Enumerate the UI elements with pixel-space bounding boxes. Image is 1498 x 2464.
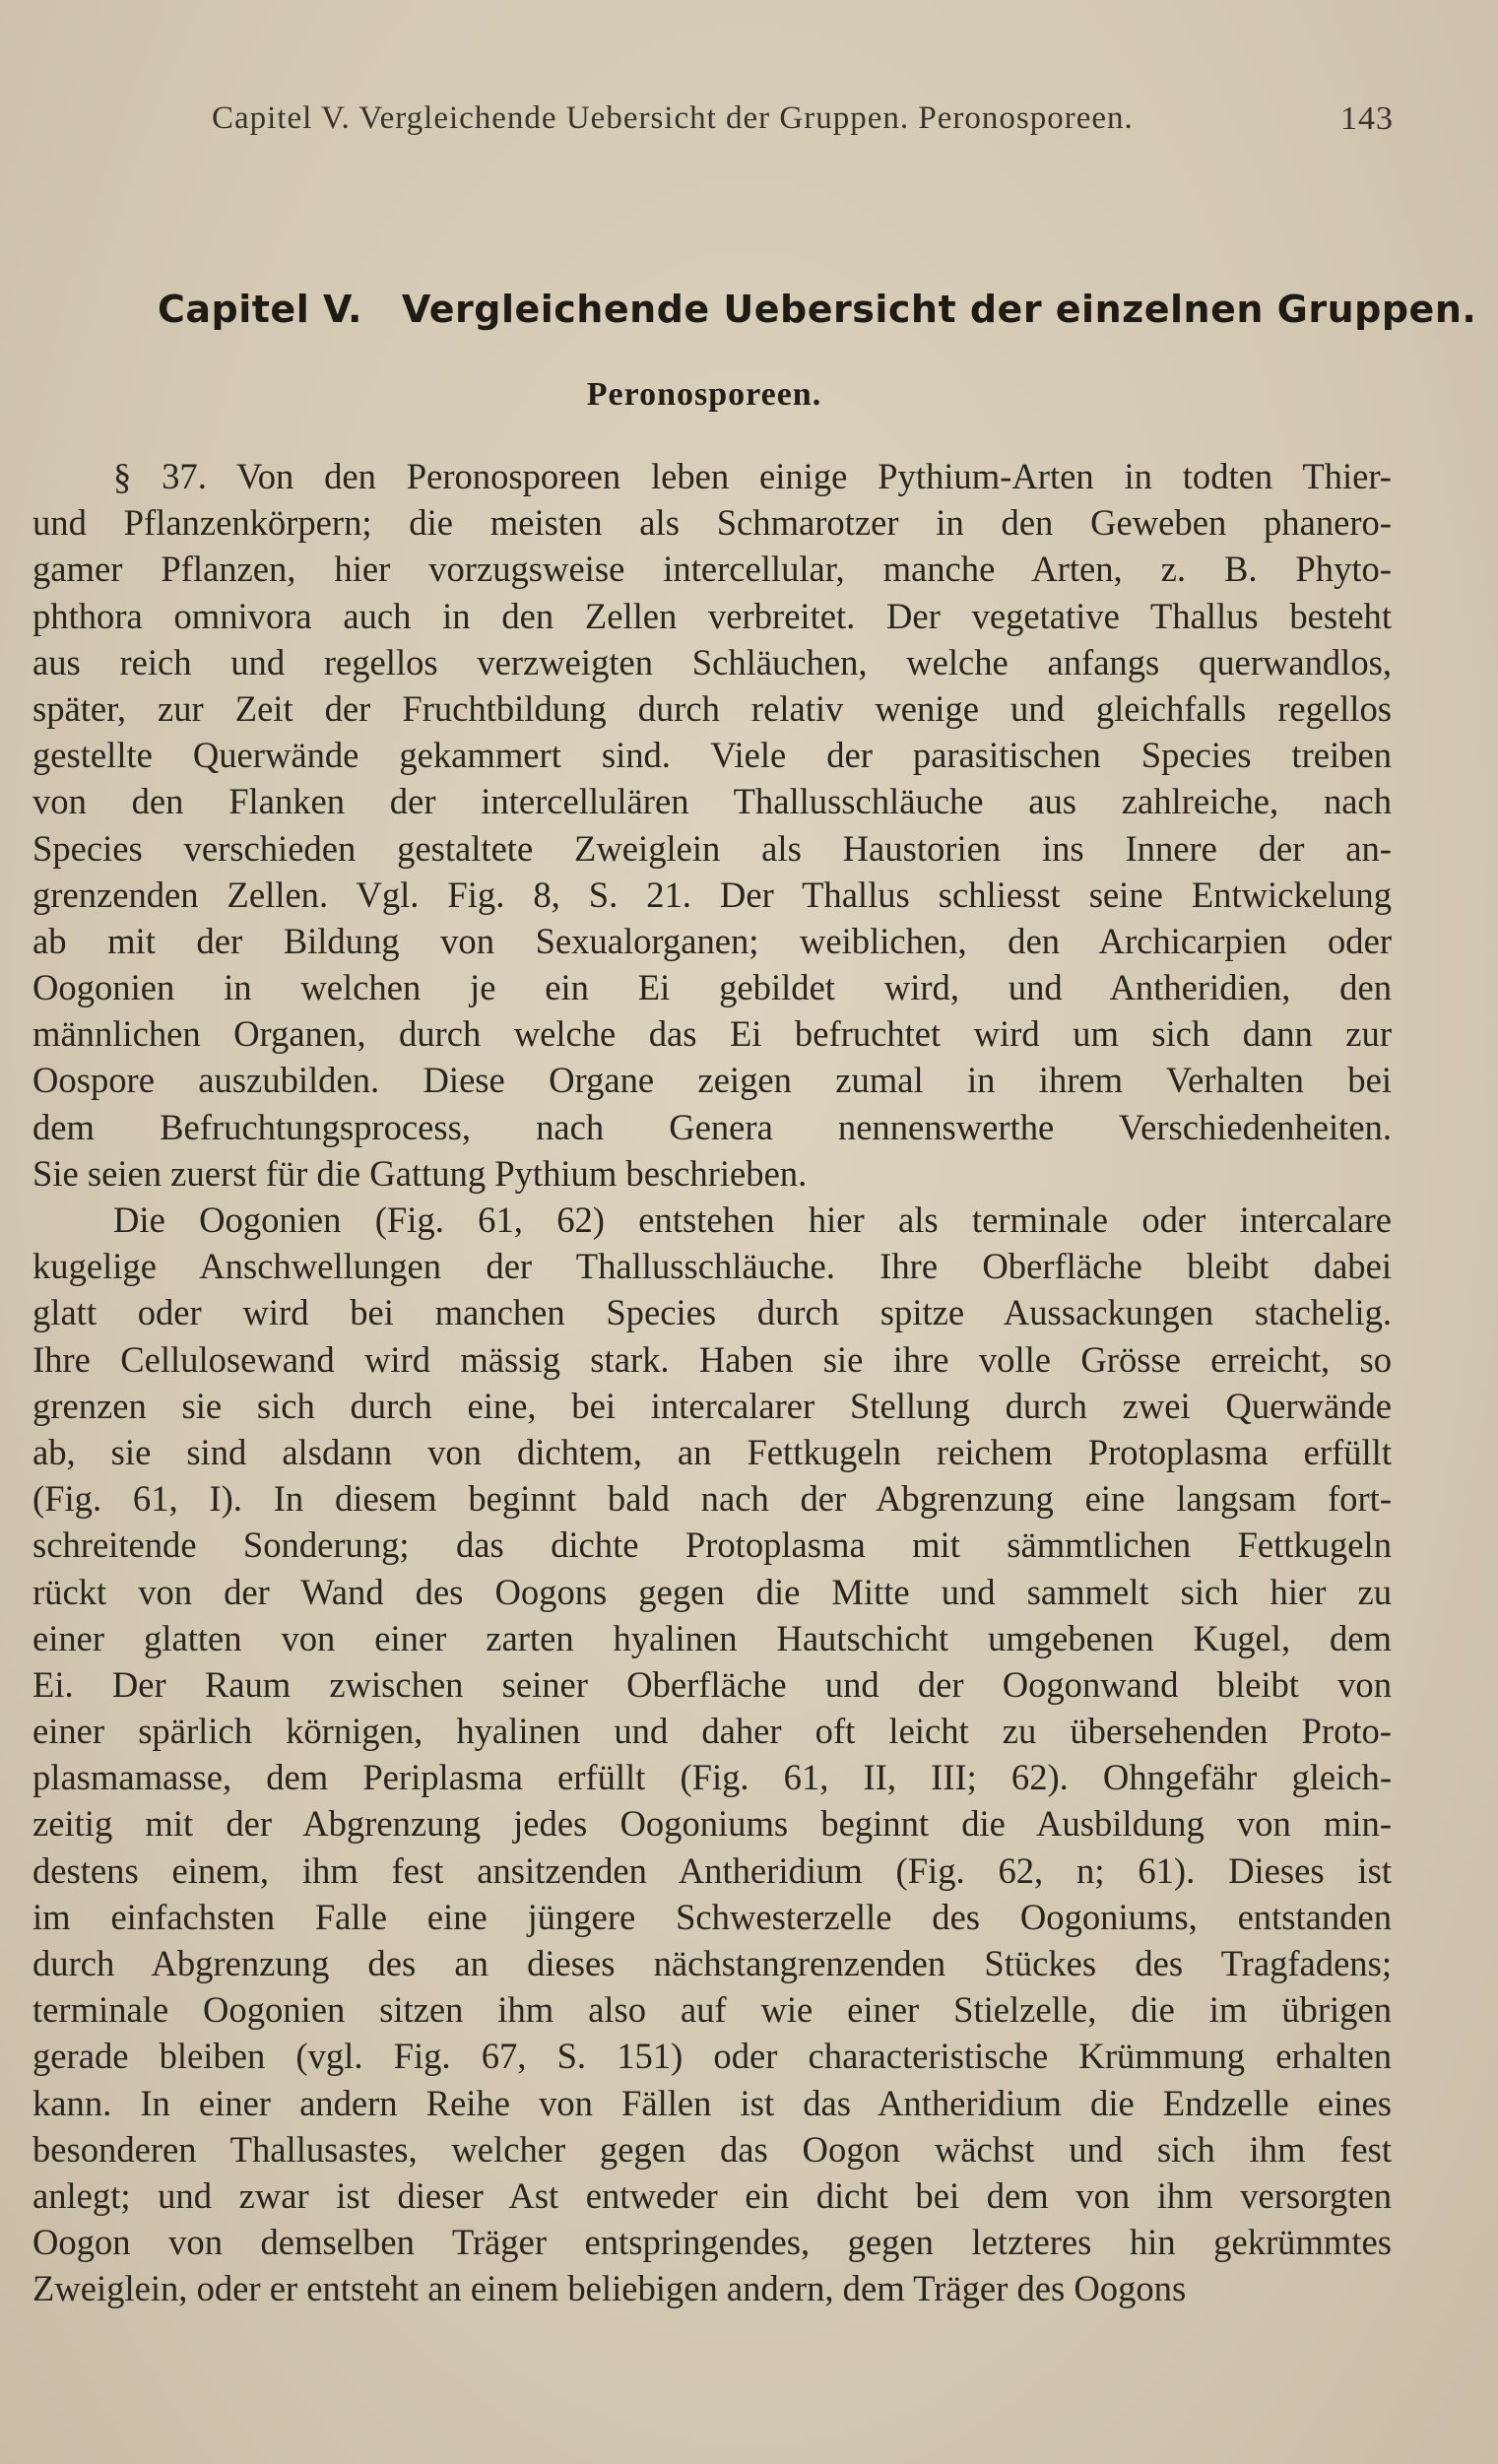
text-line: § 37. Von den Peronosporeen leben einige Pythium-Arten in todten Thier-: [113, 456, 1392, 496]
page-number: 143: [1340, 100, 1394, 137]
text-line: Oospore auszubilden. Diese Organe zeigen zumal in ihrem Verhalten bei: [33, 1060, 1392, 1101]
text-line: plasmamasse, dem Periplasma erfüllt (Fig. 61, II, III; 62). Ohngefähr gleich-: [33, 1757, 1392, 1798]
text-line: dem Befruchtungsprocess, nach Genera nennenswerthe Verschiedenheiten.: [33, 1106, 1392, 1147]
text-line: rückt von der Wand des Oogons gegen die Mitte und sammelt sich hier zu: [33, 1571, 1392, 1612]
text-line: besonderen Thallusastes, welcher gegen das Oogon wächst und sich ihm fest: [33, 2128, 1392, 2170]
text-line: durch Abgrenzung des an dieses nächstangrenzenden Stückes des Tragfadens;: [33, 1943, 1392, 1983]
text-line: glatt oder wird bei manchen Species durch spitze Aussackungen stachelig.: [33, 1292, 1392, 1333]
text-line: ab mit der Bildung von Sexualorganen; weiblichen, den Archicarpien oder: [33, 920, 1392, 961]
text-line: anlegt; und zwar ist dieser Ast entweder ein dicht bei dem von ihm versorgten: [33, 2174, 1392, 2216]
running-head-title: Capitel V. Vergleichende Uebersicht der Gruppen. Peronosporeen.: [212, 100, 1134, 136]
text-line: gerade bleiben (vgl. Fig. 67, S. 151) oder characteristische Krümmung erhalten: [33, 2036, 1392, 2077]
chapter-number: Capitel V.: [158, 288, 362, 331]
text-line: Species verschieden gestaltete Zweiglein als Haustorien ins Innere der an-: [33, 827, 1392, 869]
text-line: Zweiglein, oder er entsteht an einem beliebigen andern, dem Träger des Oogons: [33, 2268, 1187, 2309]
text-line: zeitig mit der Abgrenzung jedes Oogoniums beginnt die Ausbildung von min-: [33, 1803, 1392, 1845]
text-line: Die Oogonien (Fig. 61, 62) entstehen hier als terminale oder intercalare: [113, 1200, 1392, 1240]
text-line: (Fig. 61, I). In diesem beginnt bald nach der Abgrenzung eine langsam fort-: [33, 1478, 1392, 1520]
text-line: schreitende Sonderung; das dichte Protoplasma mit sämmtlichen Fettkugeln: [33, 1524, 1392, 1566]
text-line: ab, sie sind alsdann von dichtem, an Fettkugeln reichem Protoplasma erfüllt: [33, 1431, 1392, 1472]
text-line: Sie seien zuerst für die Gattung Pythium beschrieben.: [33, 1152, 808, 1194]
text-line: einer spärlich körnigen, hyalinen und daher oft leicht zu übersehenden Proto-: [33, 1711, 1392, 1752]
body-text: [33, 453, 1392, 2312]
text-line: im einfachsten Falle eine jüngere Schwesterzelle des Oogoniums, entstanden: [33, 1896, 1392, 1937]
running-head: [212, 100, 1394, 150]
text-line: terminale Oogonien sitzen ihm also auf wie einer Stielzelle, die im übrigen: [33, 1989, 1392, 2031]
text-line: Oogonien in welchen je ein Ei gebildet wird, und Antheridien, den: [33, 967, 1392, 1008]
text-line: gamer Pflanzen, hier vorzugsweise intercellular, manche Arten, z. B. Phyto-: [33, 549, 1392, 590]
text-line: aus reich und regellos verzweigten Schläuchen, welche anfangs querwandlos,: [33, 641, 1392, 682]
chapter-title: Vergleichende Uebersicht der einzelnen Gruppen.: [401, 288, 1477, 331]
text-line: Oogon von demselben Träger entspringendes, gegen letzteres hin gekrümmtes: [33, 2222, 1392, 2263]
text-line: kann. In einer andern Reihe von Fällen ist das Antheridium die Endzelle eines: [33, 2082, 1392, 2123]
text-line: kugelige Anschwellungen der Thallusschläuche. Ihre Oberfläche bleibt dabei: [33, 1246, 1392, 1287]
section-title: Peronosporeen.: [586, 376, 822, 413]
text-line: grenzen sie sich durch eine, bei intercalarer Stellung durch zwei Querwände: [33, 1385, 1392, 1426]
text-line: und Pflanzenkörpern; die meisten als Schmarotzer in den Geweben phanero-: [33, 502, 1392, 544]
text-line: destens einem, ihm fest ansitzenden Antheridium (Fig. 62, n; 61). Dieses ist: [33, 1849, 1392, 1891]
chapter-heading: [158, 288, 1477, 331]
text-line: Ihre Cellulosewand wird mässig stark. Haben sie ihre volle Grösse erreicht, so: [33, 1338, 1392, 1380]
text-line: gestellte Querwände gekammert sind. Viele der parasitischen Species treiben: [33, 735, 1392, 776]
text-line: grenzenden Zellen. Vgl. Fig. 8, S. 21. Der Thallus schliesst seine Entwickelung: [33, 874, 1392, 915]
text-line: einer glatten von einer zarten hyalinen Hautschicht umgebenen Kugel, dem: [33, 1617, 1392, 1658]
text-line: phthora omnivora auch in den Zellen verbreitet. Der vegetative Thallus besteht: [33, 595, 1392, 636]
text-line: von den Flanken der intercellulären Thallusschläuche aus zahlreiche, nach: [33, 781, 1392, 822]
text-line: später, zur Zeit der Fruchtbildung durch relativ wenige und gleichfalls regellos: [33, 687, 1392, 729]
text-line: Ei. Der Raum zwischen seiner Oberfläche und der Oogonwand bleibt von: [33, 1663, 1392, 1705]
text-line: männlichen Organen, durch welche das Ei befruchtet wird um sich dann zur: [33, 1013, 1392, 1055]
